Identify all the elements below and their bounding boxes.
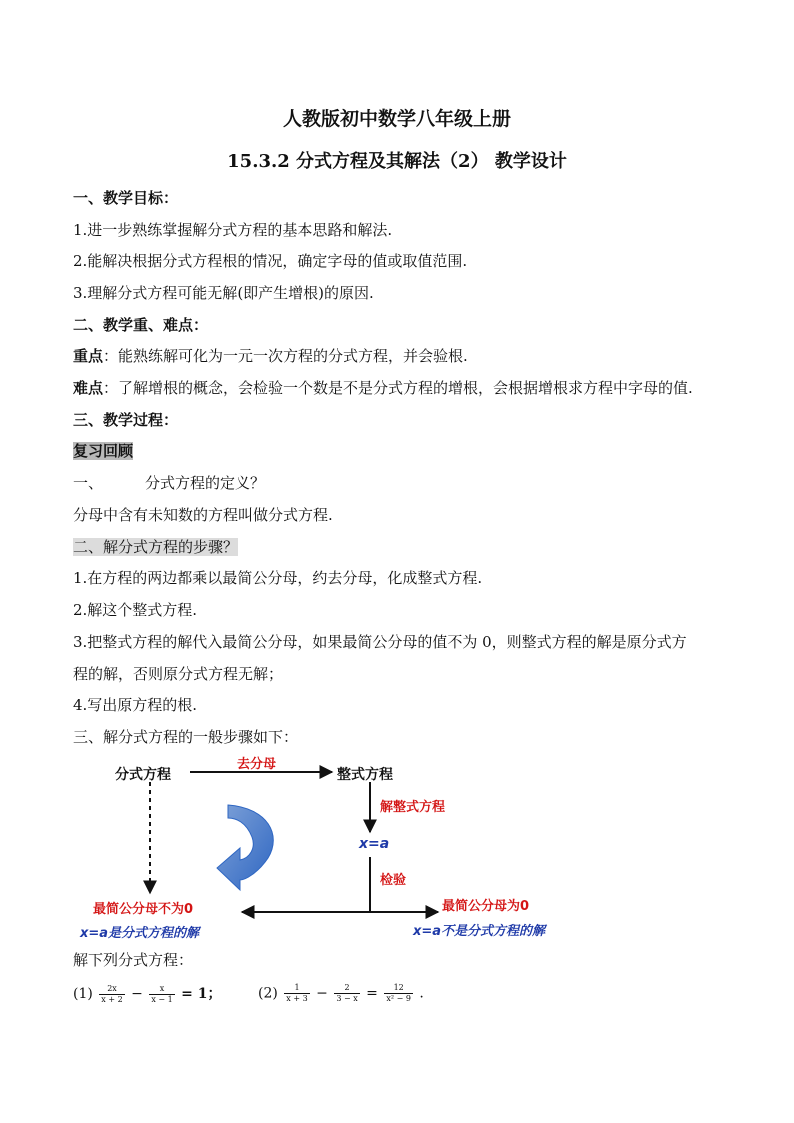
step-item: 4.写出原方程的根. — [73, 696, 198, 714]
fraction: $\frac{12}{\text{x² − 9}}$ — [386, 983, 411, 1003]
fraction: $\frac{1}{x + 3}$ — [286, 983, 308, 1003]
objective-item: 1.进一步熟练掌握解分式方程的基本思路和解法. — [73, 221, 393, 239]
difficult-point-line — [73, 378, 693, 398]
step-item: 程的解，否则原分式方程无解； — [73, 665, 284, 683]
key-point-text: ：能熟练解可化为一元一次方程的分式方程，并会验根. — [103, 347, 468, 365]
objective-item: 3.理解分式方程可能无解(即产生增根)的原因. — [73, 284, 374, 302]
step-item: 3.把整式方程的解代入最简公分母，如果最简公分母的值不为 0，则整式方程的解是原分式方 — [73, 633, 687, 651]
check-label: 检验 — [380, 873, 407, 888]
review-question-2: 二、解分式方程的步骤？ — [73, 538, 239, 556]
difficult-point-label: 难点 — [73, 379, 104, 397]
curved-blue-arrow-icon — [217, 805, 273, 890]
fraction: $\frac{2x}{x + 2}$ — [101, 983, 123, 1004]
fractional-equation-box: 分式方程 — [115, 767, 171, 783]
exercise-equation-2: (2) $\frac{1}{x + 3}$ − $\frac{2}{3 - x}$ = $\frac{12}{\text{x² − 9}}$ . — [258, 983, 424, 1003]
key-point-label: 重点 — [73, 347, 104, 365]
step-item: 2.解这个整式方程. — [73, 601, 198, 619]
is-solution-label: x=a是分式方程的解 — [80, 926, 200, 941]
review-answer-1: 分母中含有未知数的方程叫做分式方程. — [73, 506, 333, 524]
section-heading-process: 三、教学过程： — [73, 411, 179, 429]
difficult-point-text: ：了解增根的概念，会检验一个数是不是分式方程的增根，会根据增根求方程中字母的值. — [103, 379, 693, 397]
remove-denominator-label: 去分母 — [237, 757, 277, 772]
x-equals-a: x=a — [359, 836, 390, 852]
review-question-1 — [73, 473, 265, 493]
section-heading-objectives: 一、教学目标： — [73, 189, 179, 207]
document-subtitle: 15.3.2 分式方程及其解法（2） 教学设计 — [227, 151, 567, 172]
solve-integral-label: 解整式方程 — [380, 800, 446, 815]
not-solution-label: x=a不是分式方程的解 — [413, 924, 546, 939]
question-number: 一、 — [73, 474, 104, 492]
section-heading-keypoints: 二、教学重、难点： — [73, 316, 209, 334]
fraction: $\frac{2}{3 - x}$ — [336, 983, 358, 1003]
question-text: 分式方程的定义？ — [145, 474, 266, 492]
step-item: 1.在方程的两边都乘以最简公分母，约去分母，化成整式方程. — [73, 569, 483, 587]
review-question-3: 三、解分式方程的一般步骤如下： — [73, 728, 299, 746]
lcd-not-zero-label: 最简公分母不为0 — [93, 902, 194, 917]
document-title: 人教版初中数学八年级上册 — [282, 108, 511, 130]
exercise-prompt: 解下列分式方程： — [73, 951, 194, 969]
review-label: 复习回顾 — [73, 442, 134, 460]
objective-item: 2.能解决根据分式方程根的情况，确定字母的值或取值范围. — [73, 252, 468, 270]
integral-equation-box: 整式方程 — [337, 767, 393, 783]
lcd-zero-label: 最简公分母为0 — [442, 899, 530, 914]
fraction: $\frac{x}{x - 1}$ — [151, 983, 173, 1004]
exercise-equation-1: (1) $\frac{2x}{x + 2}$ − $\frac{x}{x - 1}$ = 1； — [73, 983, 222, 1004]
key-point-line — [73, 346, 468, 366]
